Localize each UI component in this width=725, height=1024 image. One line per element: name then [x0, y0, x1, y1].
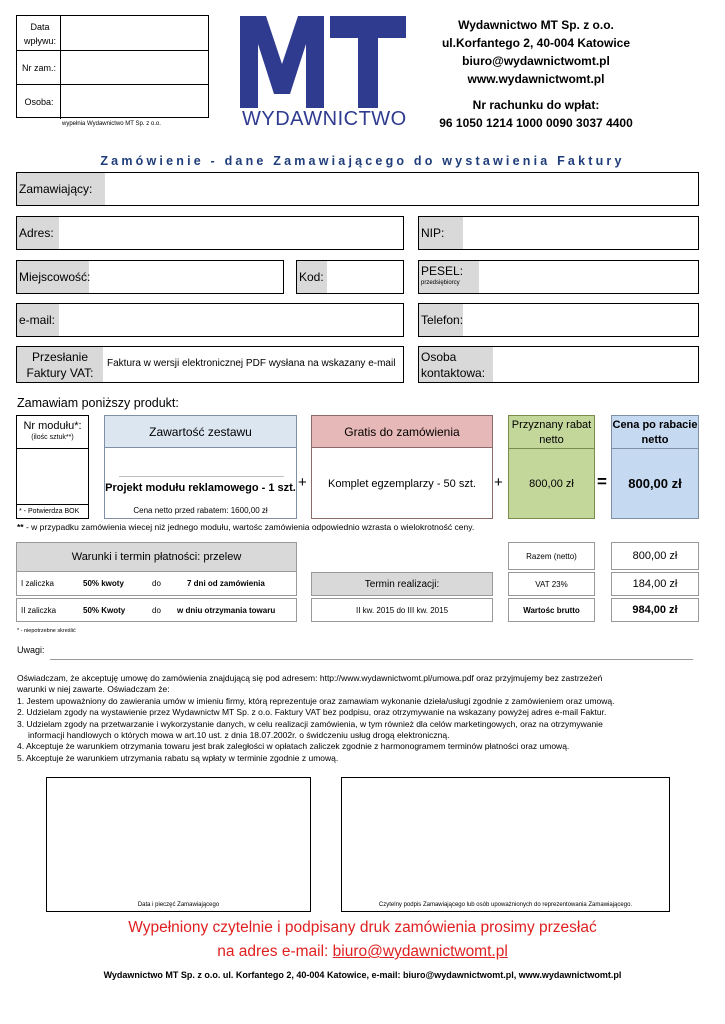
cena-rabat-label-2: netto	[641, 434, 669, 446]
telefon-label: Telefon:	[421, 313, 464, 327]
ii-zaliczka-label: II zaliczka	[21, 606, 57, 615]
potwierdza-label: * - Potwierdza BOK	[19, 508, 80, 515]
adres-label: Adres:	[19, 226, 54, 240]
cta-line-2	[0, 943, 725, 961]
vat-label: VAT 23%	[508, 572, 595, 596]
osoba-input[interactable]	[63, 85, 207, 117]
przeslanie-value: Faktura w wersji elektronicznej PDF wysłana na wskazany e-mail	[107, 358, 396, 369]
zamawiajacy-label: Zamawiający:	[19, 182, 93, 196]
order-heading: Zamawiam poniższy produkt:	[17, 396, 179, 410]
stamp-caption: Data i pieczęć Zamawiającego	[137, 902, 220, 908]
receipt-box	[16, 15, 209, 118]
pesel-label: PESEL:	[421, 264, 464, 278]
uwagi-input[interactable]	[50, 658, 693, 660]
footer: Wydawnictwo MT Sp. z o.o. ul. Korfantego 2, 40-004 Katowice, e-mail: biuro@wydawnictwomt.pl, www.wydawnictwomt.pl	[103, 970, 622, 980]
cena-rabat-label-1: Cena po rabacie	[612, 419, 698, 431]
niepotrzebne-note: * - niepotrzebne skreślić	[17, 628, 76, 634]
i-kwota: 50% kwoty	[83, 579, 124, 588]
declaration-line: informacji handlowych o których mowa w art.10 ust. z dnia 18.07.2002r. o świdczeniu usług drogą elektroniczną.	[28, 730, 450, 741]
zamawiajacy-field[interactable]	[16, 172, 699, 206]
i-termin: 7 dni od zamówienia	[187, 579, 265, 588]
account-label: Nr rachunku do wpłat:	[472, 98, 600, 112]
nr-zam-input[interactable]	[63, 51, 207, 83]
nip-field[interactable]	[418, 216, 699, 250]
plus-sign-1: +	[298, 474, 307, 491]
email-label: e-mail:	[19, 313, 56, 327]
rabat-label-1: Przyznany rabat	[511, 419, 592, 431]
osoba-kontaktowa-label-2: kontaktowa:	[421, 366, 486, 380]
kod-label: Kod:	[299, 270, 324, 284]
osoba-kontaktowa-label-1: Osoba	[421, 350, 457, 364]
data-wplywu-label: Data wpływu:	[23, 22, 56, 46]
cta-email-link[interactable]: biuro@wydawnictwomt.pl	[332, 943, 508, 960]
zawartosc-box	[104, 415, 297, 519]
termin-realizacji-label: Termin realizacji:	[311, 572, 493, 596]
miejscowosc-label: Miejscowość:	[19, 270, 91, 284]
declaration-line: 5. Akceptuje że warunkiem utrzymania rabatu są wpłaty w terminie zgodnie z umową.	[17, 752, 339, 763]
nr-zam-label: Nr zam.:	[21, 62, 56, 73]
footnote-text: - w przypadku zamówienia wiecej niż jednego modułu, wartośc zamówienia odpowiednio wzrasta o wielokrotność ceny.	[23, 522, 475, 532]
account-number: 96 1050 1214 1000 0090 3037 4400	[439, 116, 633, 130]
termin-realizacji-value: II kw. 2015 do III kw. 2015	[311, 598, 493, 622]
i-do: do	[152, 579, 161, 588]
osoba-kontaktowa-field[interactable]	[418, 346, 699, 383]
email-field[interactable]	[16, 303, 404, 337]
ii-do: do	[152, 606, 161, 615]
declaration-line: 3. Udzielam zgody na przetwarzanie i wykorzystanie danych, w celu realizacji zamówienia, w tym również dla celów marketingowych, oraz na otrzymywanie	[17, 718, 603, 729]
logo-subtitle: WYDAWNICTWO	[242, 108, 407, 130]
cta-line-1: Wypełniony czytelnie i podpisany druk zamówienia prosimy przesłać	[128, 919, 597, 936]
ii-termin: w dniu otrzymania towaru	[177, 606, 276, 615]
kod-field[interactable]	[296, 260, 404, 294]
uwagi-label: Uwagi:	[17, 645, 45, 655]
przeslanie-label-2: Faktury VAT:	[26, 366, 94, 380]
company-name: Wydawnictwo MT Sp. z o.o.	[458, 18, 614, 32]
cta-prefix: na adres e-mail:	[217, 943, 333, 960]
pesel-sublabel: przedsiębiorcy	[421, 280, 460, 286]
nip-label: NIP:	[421, 226, 445, 240]
declaration	[17, 673, 707, 764]
ilosc-label: (ilośc sztuk**)	[31, 434, 74, 441]
receipt-note: wypełnia Wydawnictwo MT Sp. z o.o.	[62, 121, 161, 127]
rabat-label-2: netto	[539, 434, 564, 446]
equals-sign: =	[597, 472, 607, 491]
stamp-box[interactable]	[46, 777, 311, 912]
osoba-label: Osoba:	[24, 96, 54, 107]
zawartosc-header: Zawartość zestawu	[105, 416, 296, 448]
footnote-stars: **	[17, 522, 24, 532]
ii-zaliczka-row	[16, 598, 297, 622]
i-zaliczka-label: I zaliczka	[21, 579, 54, 588]
plus-sign-2: +	[494, 474, 503, 491]
nr-modulu-box[interactable]	[16, 415, 89, 519]
data-wplywu-input[interactable]	[63, 17, 207, 49]
i-zaliczka-row	[16, 572, 297, 596]
adres-field[interactable]	[16, 216, 404, 250]
company-email: biuro@wydawnictwomt.pl	[462, 54, 610, 68]
declaration-line: 2. Udzielam zgody na wystawienie przez Wydawnictw MT Sp. z o.o. Faktury VAT bez podpisu, oraz otrzymywanie na wskazany powyżej adres e-mail Faktur.	[17, 707, 607, 718]
signature-caption: Czytelny podpis Zamawiającego lub osób upoważnionych do reprezentowania Zamawiającego.	[378, 902, 633, 908]
company-address: ul.Korfantego 2, 40-004 Katowice	[441, 36, 631, 50]
gratis-value: Komplet egzemplarzy - 50 szt.	[328, 478, 476, 490]
logo-mt-mark	[238, 10, 408, 110]
declaration-line: 1. Jestem upoważniony do zawierania umów w imieniu firmy, którą reprezentuje oraz zamawiam wykonanie dzieła/usługi zgodnie z zamówieniem oraz umową.	[17, 695, 615, 706]
miejscowosc-field[interactable]	[16, 260, 284, 294]
razem-label: Razem (netto)	[508, 542, 595, 570]
razem-value: 800,00 zł	[611, 542, 699, 570]
vat-value: 184,00 zł	[611, 572, 699, 596]
cena-netto-przed: Cena netto przed rabatem: 1600,00 zł	[133, 506, 268, 515]
logo	[238, 10, 408, 135]
nr-modulu-label: Nr modułu*:	[23, 420, 82, 432]
telefon-field[interactable]	[418, 303, 699, 337]
przeslanie-label-1: Przesłanie	[31, 350, 89, 364]
rabat-value: 800,00 zł	[529, 478, 574, 490]
warunki-header: Warunki i termin płatności: przelew	[16, 542, 297, 572]
signature-box[interactable]	[341, 777, 670, 912]
gratis-box	[311, 415, 493, 519]
produkt-name: Projekt modułu reklamowego - 1 szt.	[105, 482, 296, 494]
cena-rabat-value: 800,00 zł	[628, 476, 682, 491]
declaration-line: 4. Akceptuje że warunkiem otrzymania towaru jest brak zaległości w opłatach zaliczek zgodnie z harmonogramem terminów płatności oraz umową.	[17, 741, 570, 752]
gratis-header: Gratis do zamówienia	[312, 416, 492, 448]
rabat-box	[508, 415, 595, 519]
przeslanie-field	[16, 346, 404, 383]
declaration-line: warunki w niej zawarte. Oświadczam że:	[17, 684, 170, 695]
company-info	[420, 16, 652, 132]
cena-rabat-box	[611, 415, 699, 519]
brutto-label: Wartośc brutto	[508, 598, 595, 622]
ii-kwota: 50% Kwoty	[83, 606, 126, 615]
pesel-field[interactable]	[418, 260, 699, 294]
order-footnote	[17, 522, 474, 532]
section-title: Zamówienie - dane Zamawiającego do wystawienia Faktury	[100, 154, 625, 168]
declaration-line: Oświadczam, że akceptuję umowę do zamówienia znajdującą się pod adresem: http://www.wydawnictwomt.pl/umowa.pdf oraz przyjmujemy bez zastrzeżeń	[17, 673, 603, 683]
brutto-value: 984,00 zł	[611, 598, 699, 622]
company-www: www.wydawnictwomt.pl	[467, 72, 605, 86]
